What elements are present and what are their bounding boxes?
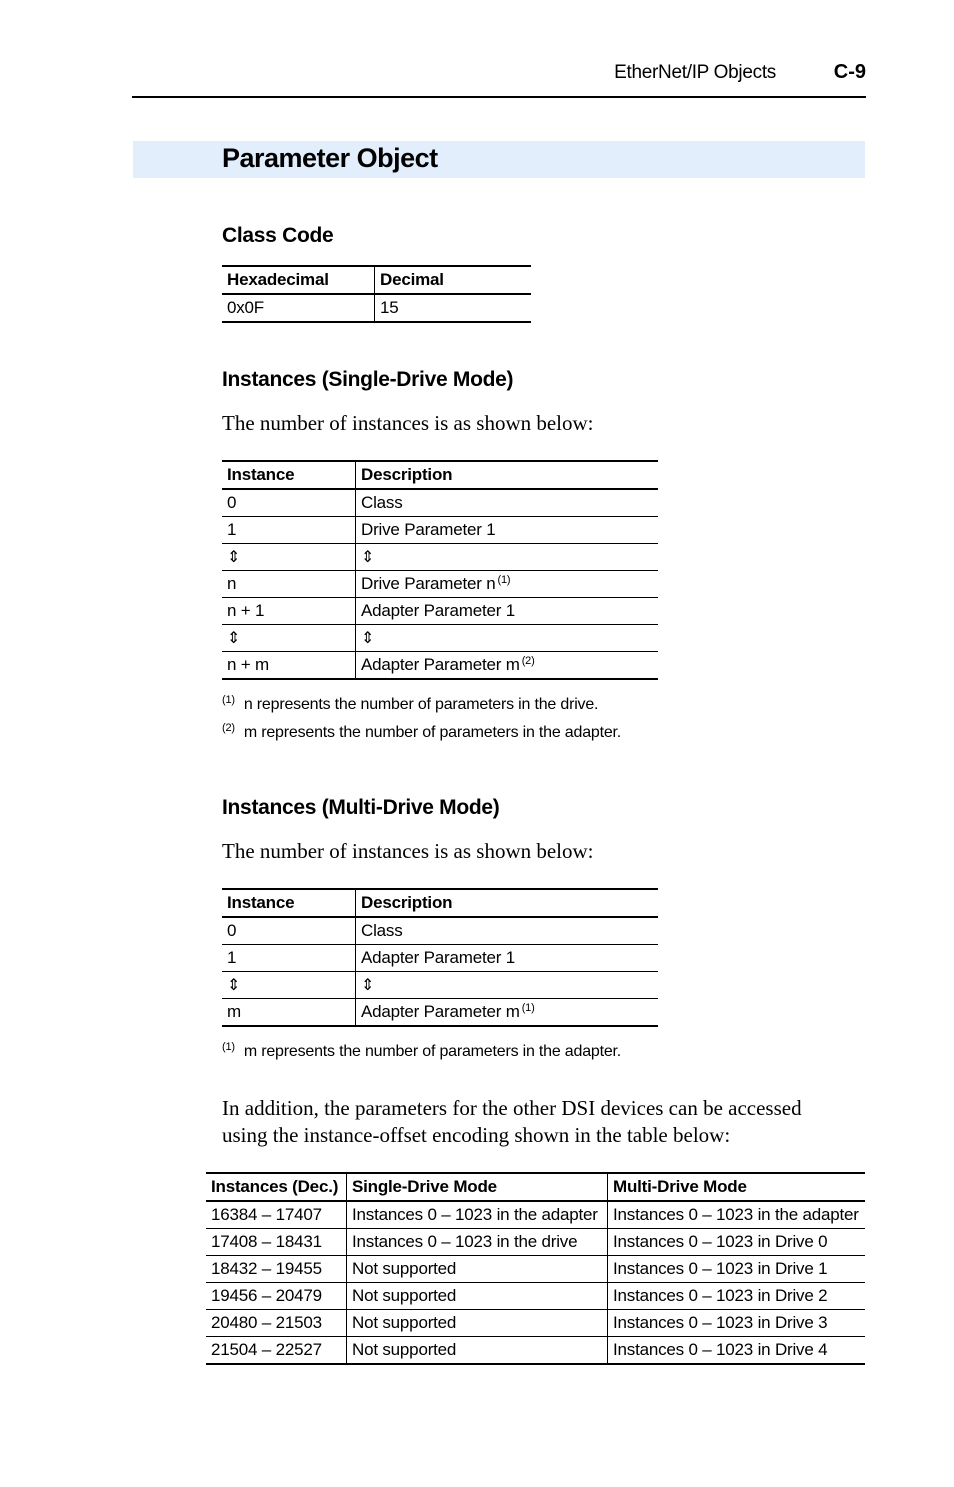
table-cell: 19456 – 20479 <box>206 1283 347 1310</box>
table-cell: Instances 0 – 1023 in Drive 1 <box>608 1256 866 1283</box>
table-row <box>222 972 658 999</box>
table-cell: 15 <box>375 294 532 322</box>
multi-drive-table <box>222 888 658 1027</box>
table-cell: 0 <box>222 489 356 517</box>
table-row <box>222 598 658 625</box>
cell-text: Adapter Parameter m <box>361 1002 520 1021</box>
column-header: Multi-Drive Mode <box>608 1173 866 1201</box>
column-header: Single-Drive Mode <box>347 1173 608 1201</box>
class-code-table <box>222 265 531 323</box>
table-cell: Instances 0 – 1023 in Drive 4 <box>608 1337 866 1365</box>
cell-text: Drive Parameter n <box>361 574 496 593</box>
footnote <box>222 722 621 742</box>
footnote-text: n represents the number of parameters in the drive. <box>243 696 599 713</box>
table-cell: n + m <box>222 652 356 680</box>
table-cell: 0 <box>222 917 356 945</box>
page-number: C-9 <box>833 61 866 83</box>
table-row <box>222 945 658 972</box>
table-cell: 17408 – 18431 <box>206 1229 347 1256</box>
footnote-marker: (2) <box>521 655 535 667</box>
single-drive-intro: The number of instances is as shown below: <box>222 411 594 435</box>
table-cell: 0x0F <box>222 294 375 322</box>
table-cell: Instances 0 – 1023 in Drive 2 <box>608 1283 866 1310</box>
table-row <box>222 544 658 571</box>
updown-arrow-icon: ⇕ <box>356 972 659 999</box>
multi-drive-heading: Instances (Multi-Drive Mode) <box>222 796 500 819</box>
table-cell: 21504 – 22527 <box>206 1337 347 1365</box>
footnote-marker: (2) <box>222 722 235 734</box>
instance-offset-table <box>206 1172 865 1365</box>
table-row <box>206 1283 865 1310</box>
column-header: Instance <box>222 889 356 917</box>
table-row <box>206 1310 865 1337</box>
table-cell <box>356 999 659 1027</box>
table-cell: Class <box>356 489 659 517</box>
table-cell: Class <box>356 917 659 945</box>
table-cell: n + 1 <box>222 598 356 625</box>
running-header-title: EtherNet/IP Objects <box>614 62 776 83</box>
footnote <box>222 1041 621 1061</box>
table-row <box>222 489 658 517</box>
paragraph-line: In addition, the parameters for the other DSI devices can be accessed <box>222 1096 802 1120</box>
page-title: Parameter Object <box>222 143 438 173</box>
table-cell: Instances 0 – 1023 in the adapter <box>347 1201 608 1229</box>
table-cell: Not supported <box>347 1256 608 1283</box>
footnote-marker: (1) <box>521 1002 535 1014</box>
multi-drive-intro: The number of instances is as shown below: <box>222 839 594 863</box>
column-header: Instance <box>222 461 356 489</box>
table-row <box>206 1229 865 1256</box>
table-cell: Instances 0 – 1023 in the drive <box>347 1229 608 1256</box>
table-row <box>222 517 658 544</box>
updown-arrow-icon: ⇕ <box>222 972 356 999</box>
table-cell: 1 <box>222 517 356 544</box>
footnote-marker: (1) <box>222 1041 235 1053</box>
table-cell: Not supported <box>347 1283 608 1310</box>
table-row <box>206 1256 865 1283</box>
table-cell: Instances 0 – 1023 in Drive 3 <box>608 1310 866 1337</box>
updown-arrow-icon: ⇕ <box>222 544 356 571</box>
footnote-marker: (1) <box>497 574 511 586</box>
updown-arrow-icon: ⇕ <box>222 625 356 652</box>
column-header: Hexadecimal <box>222 266 375 294</box>
single-drive-table <box>222 460 658 680</box>
column-header: Instances (Dec.) <box>206 1173 347 1201</box>
table-cell <box>356 652 659 680</box>
table-cell: n <box>222 571 356 598</box>
table-cell: Adapter Parameter 1 <box>356 945 659 972</box>
column-header: Decimal <box>375 266 532 294</box>
table-row <box>222 999 658 1027</box>
footnote <box>222 694 598 714</box>
paragraph-line: using the instance-offset encoding shown in the table below: <box>222 1123 731 1147</box>
table-cell: Drive Parameter 1 <box>356 517 659 544</box>
table-row <box>222 917 658 945</box>
cell-text: Adapter Parameter m <box>361 655 520 674</box>
table-row <box>206 1337 865 1365</box>
footnote-text: m represents the number of parameters in the adapter. <box>243 1043 622 1060</box>
table-cell: m <box>222 999 356 1027</box>
footnote-text: m represents the number of parameters in the adapter. <box>243 724 622 741</box>
header-rule <box>132 96 866 98</box>
column-header: Description <box>356 461 659 489</box>
table-cell: Instances 0 – 1023 in the adapter <box>608 1201 866 1229</box>
table-cell: 20480 – 21503 <box>206 1310 347 1337</box>
table-cell: 18432 – 19455 <box>206 1256 347 1283</box>
table-cell: Adapter Parameter 1 <box>356 598 659 625</box>
single-drive-heading: Instances (Single-Drive Mode) <box>222 368 514 391</box>
column-header: Description <box>356 889 659 917</box>
table-row <box>222 625 658 652</box>
table-cell: Not supported <box>347 1310 608 1337</box>
table-cell: Instances 0 – 1023 in Drive 0 <box>608 1229 866 1256</box>
table-row <box>222 571 658 598</box>
table-row <box>222 652 658 680</box>
table-row <box>206 1201 865 1229</box>
footnote-marker: (1) <box>222 694 235 706</box>
updown-arrow-icon: ⇕ <box>356 544 659 571</box>
table-cell: 16384 – 17407 <box>206 1201 347 1229</box>
updown-arrow-icon: ⇕ <box>356 625 659 652</box>
table-row <box>222 294 531 322</box>
table-cell: 1 <box>222 945 356 972</box>
table-cell: Not supported <box>347 1337 608 1365</box>
class-code-heading: Class Code <box>222 224 334 247</box>
offset-paragraph <box>222 1095 802 1149</box>
table-cell <box>356 571 659 598</box>
